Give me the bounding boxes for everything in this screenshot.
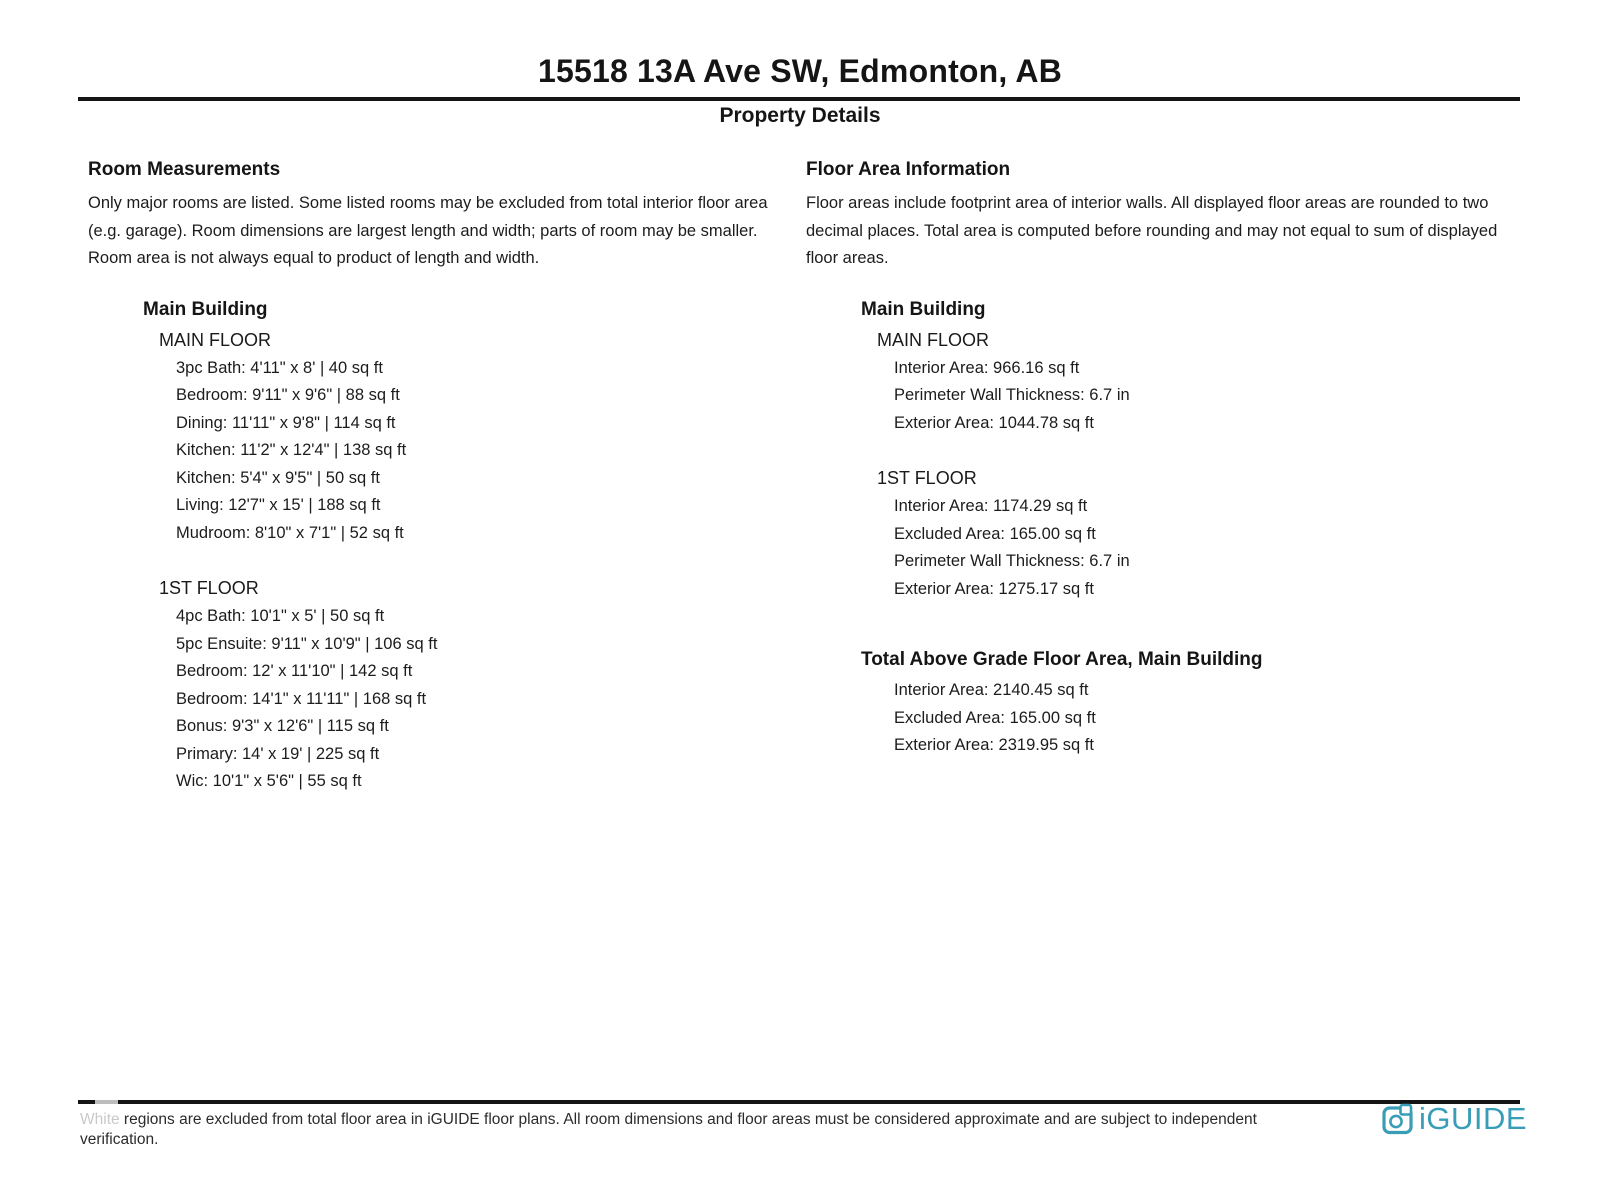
building-name: Main Building bbox=[143, 298, 268, 320]
description-line: decimal places. Total area is computed before rounding and may not equal to sum of displayed bbox=[806, 221, 1498, 240]
total-heading: Total Above Grade Floor Area, Main Building bbox=[861, 649, 1263, 670]
room-entry: Bedroom: 14'1" x 11'11" | 168 sq ft bbox=[176, 689, 427, 708]
footer-divider-gray-segment bbox=[95, 1100, 118, 1104]
total-above-grade-block bbox=[806, 649, 1518, 760]
floor-area-information-section bbox=[806, 159, 1518, 760]
footer-divider bbox=[78, 1100, 1520, 1104]
room-entry: Dining: 11'11" x 9'8" | 114 sq ft bbox=[176, 413, 396, 432]
footer-disclaimer bbox=[80, 1110, 1280, 1150]
floor-area-description bbox=[806, 190, 1518, 273]
area-stat: Interior Area: 2140.45 sq ft bbox=[894, 681, 1089, 699]
disclaimer-white-word: White bbox=[80, 1111, 120, 1128]
description-line: Only major rooms are listed. Some listed rooms may be excluded from total interior floor area bbox=[88, 194, 768, 212]
area-stat: Exterior Area: 1044.78 sq ft bbox=[894, 413, 1094, 432]
area-stat: Excluded Area: 165.00 sq ft bbox=[894, 708, 1096, 727]
room-measurements-section bbox=[88, 159, 788, 823]
area-stat: Interior Area: 1174.29 sq ft bbox=[894, 497, 1088, 515]
description-line: (e.g. garage). Room dimensions are largest length and width; parts of room may be smaller. bbox=[88, 221, 758, 240]
room-entry: Bedroom: 12' x 11'10" | 142 sq ft bbox=[176, 662, 413, 680]
description-line: floor areas. bbox=[806, 249, 889, 267]
area-stat: Exterior Area: 1275.17 sq ft bbox=[894, 579, 1094, 598]
floor-name: MAIN FLOOR bbox=[877, 329, 990, 350]
room-entry: Kitchen: 5'4" x 9'5" | 50 sq ft bbox=[176, 468, 380, 487]
floor-name: MAIN FLOOR bbox=[159, 329, 272, 350]
iguide-logo bbox=[1382, 1102, 1527, 1136]
floor-1st-floor-areas bbox=[861, 464, 1518, 603]
room-entry: Kitchen: 11'2" x 12'4" | 138 sq ft bbox=[176, 441, 407, 459]
disclaimer-text: regions are excluded from total floor area in iGUIDE floor plans. All room dimensions and floor areas must be considered approximate and are subject to independent verification. bbox=[80, 1111, 1257, 1148]
room-entry: Primary: 14' x 19' | 225 sq ft bbox=[176, 744, 380, 763]
room-measurements-building bbox=[88, 299, 788, 796]
room-entry: Living: 12'7" x 15' | 188 sq ft bbox=[176, 496, 381, 514]
room-entry: Wic: 10'1" x 5'6" | 55 sq ft bbox=[176, 772, 362, 790]
floor-area-information-heading: Floor Area Information bbox=[806, 159, 1011, 180]
floor-area-building bbox=[806, 299, 1518, 604]
area-stat: Excluded Area: 165.00 sq ft bbox=[894, 524, 1096, 543]
floor-1st-floor bbox=[143, 574, 788, 796]
room-entry: 4pc Bath: 10'1" x 5' | 50 sq ft bbox=[176, 607, 385, 625]
floor-main-floor-areas bbox=[861, 326, 1518, 438]
room-entry: Bonus: 9'3" x 12'6" | 115 sq ft bbox=[176, 717, 389, 735]
area-stat: Perimeter Wall Thickness: 6.7 in bbox=[894, 552, 1130, 570]
room-measurements-description bbox=[88, 190, 788, 273]
iguide-camera-icon bbox=[1382, 1103, 1416, 1135]
room-measurements-heading: Room Measurements bbox=[88, 159, 281, 180]
area-stat: Interior Area: 966.16 sq ft bbox=[894, 358, 1080, 377]
floor-name: 1ST FLOOR bbox=[159, 578, 259, 598]
iguide-logo-text: iGUIDE bbox=[1419, 1101, 1528, 1136]
room-entry: Bedroom: 9'11" x 9'6" | 88 sq ft bbox=[176, 386, 400, 404]
page-title: 15518 13A Ave SW, Edmonton, AB bbox=[537, 53, 1063, 89]
building-name: Main Building bbox=[861, 298, 986, 320]
header-divider bbox=[78, 97, 1520, 101]
floor-main-floor bbox=[143, 326, 788, 548]
description-line: Floor areas include footprint area of interior walls. All displayed floor areas are rounded to two bbox=[806, 194, 1489, 212]
room-entry: 5pc Ensuite: 9'11" x 10'9" | 106 sq ft bbox=[176, 634, 438, 653]
room-entry: 3pc Bath: 4'11" x 8' | 40 sq ft bbox=[176, 358, 383, 377]
area-stat: Perimeter Wall Thickness: 6.7 in bbox=[894, 386, 1130, 404]
room-entry: Mudroom: 8'10" x 7'1" | 52 sq ft bbox=[176, 523, 404, 542]
area-stat: Exterior Area: 2319.95 sq ft bbox=[894, 736, 1094, 754]
description-line: Room area is not always equal to product of length and width. bbox=[88, 249, 540, 267]
floor-name: 1ST FLOOR bbox=[877, 468, 977, 488]
page-subtitle: Property Details bbox=[719, 104, 881, 127]
